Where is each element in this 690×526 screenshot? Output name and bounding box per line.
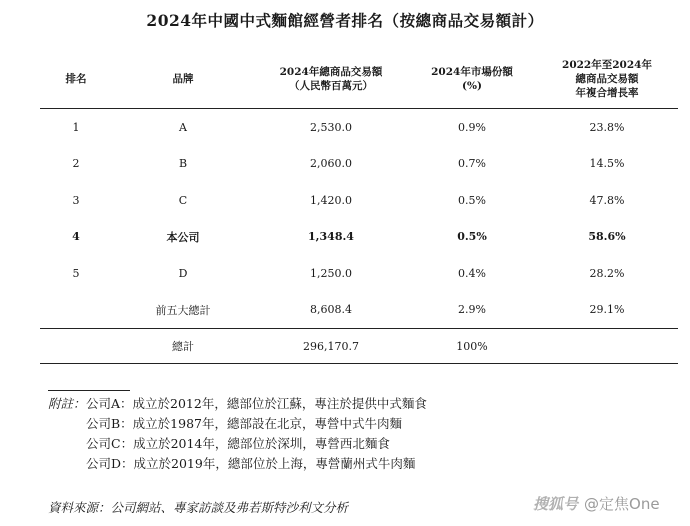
table-row [40, 109, 678, 146]
cell-gmv: 8,608.4 [310, 303, 352, 317]
cell-cagr: 29.1% [589, 303, 625, 317]
cell-share: 0.5% [458, 193, 486, 207]
header-cagr-line1: 2022年至2024年 [562, 59, 652, 71]
cell-share: 2.9% [458, 303, 486, 317]
header-rank [40, 50, 112, 109]
cell-rank [40, 329, 112, 364]
note-item: 公司C：成立於2014年，總部位於深圳，專營西北麵食 [86, 436, 390, 451]
cell-gmv: 2,060.0 [310, 157, 352, 171]
cell-brand: B [178, 157, 188, 171]
cell-brand: D [178, 266, 188, 280]
header-brand [112, 50, 254, 109]
header-gmv-line1: 2024年總商品交易額 [279, 66, 383, 78]
ranking-table [40, 50, 678, 364]
header-share [408, 50, 536, 109]
table-row [40, 146, 678, 183]
watermark-text: @定焦One [584, 495, 660, 513]
table-row [40, 182, 678, 219]
table-header-row [40, 50, 678, 109]
cell-brand: C [178, 193, 188, 207]
table-row-total [40, 329, 678, 364]
note-item: 公司D：成立於2019年，總部位於上海，專營蘭州式牛肉麵 [86, 456, 416, 471]
source-note: 資料來源：公司網站、專家訪談及弗若斯特沙利文分析 [48, 500, 349, 515]
cell-cagr: 14.5% [589, 157, 625, 171]
cell-share: 0.7% [458, 157, 486, 171]
header-share-line2: (%) [462, 80, 482, 92]
cell-share: 0.4% [458, 266, 486, 280]
cell-cagr: 58.6% [588, 230, 626, 244]
cell-rank: 2 [72, 157, 80, 171]
cell-cagr: 28.2% [589, 266, 625, 280]
cell-share: 0.5% [457, 230, 487, 244]
cell-share: 0.9% [458, 120, 486, 134]
watermark-logo: 搜狐号 [533, 495, 579, 513]
header-share-line1: 2024年市場份額 [431, 66, 513, 78]
cell-rank: 4 [72, 230, 80, 244]
notes-divider [48, 390, 130, 391]
cell-brand: A [179, 120, 187, 134]
header-cagr-line3: 年複合增長率 [575, 87, 639, 99]
cell-rank [40, 292, 112, 329]
cell-brand: 前五大總計 [155, 303, 211, 317]
cell-total-gmv: 296,170.7 [254, 329, 408, 364]
table-row-top5-subtotal [40, 292, 678, 329]
cell-total-cagr [536, 329, 678, 364]
cell-gmv: 2,530.0 [310, 120, 352, 134]
cell-brand: 本公司 [166, 230, 200, 244]
cell-total-label: 總計 [112, 329, 254, 364]
header-brand-line1: 品牌 [172, 73, 194, 85]
notes-label: 附註： [48, 396, 86, 411]
cell-rank: 5 [72, 266, 80, 280]
header-gmv-line2: （人民幣百萬元） [289, 80, 373, 92]
header-rank-line1: 排名 [65, 73, 87, 85]
note-item: 公司A：成立於2012年，總部位於江蘇，專注於提供中式麵食 [86, 396, 427, 411]
header-cagr [536, 50, 678, 109]
cell-gmv: 1,250.0 [310, 266, 352, 280]
watermark [533, 493, 660, 514]
header-gmv [254, 50, 408, 109]
note-item: 公司B：成立於1987年，總部設在北京，專營中式牛肉麵 [86, 416, 402, 431]
header-cagr-line2: 總商品交易額 [575, 73, 639, 85]
cell-cagr: 23.8% [589, 120, 625, 134]
cell-total-share: 100% [408, 329, 536, 364]
page-title: 2024年中國中式麵館經營者排名（按總商品交易額計） [146, 11, 544, 30]
table-row-highlighted [40, 219, 678, 256]
cell-rank: 3 [72, 193, 80, 207]
cell-cagr: 47.8% [589, 193, 625, 207]
cell-gmv: 1,420.0 [310, 193, 352, 207]
cell-rank: 1 [72, 120, 80, 134]
table-row [40, 255, 678, 292]
cell-gmv: 1,348.4 [308, 230, 354, 244]
